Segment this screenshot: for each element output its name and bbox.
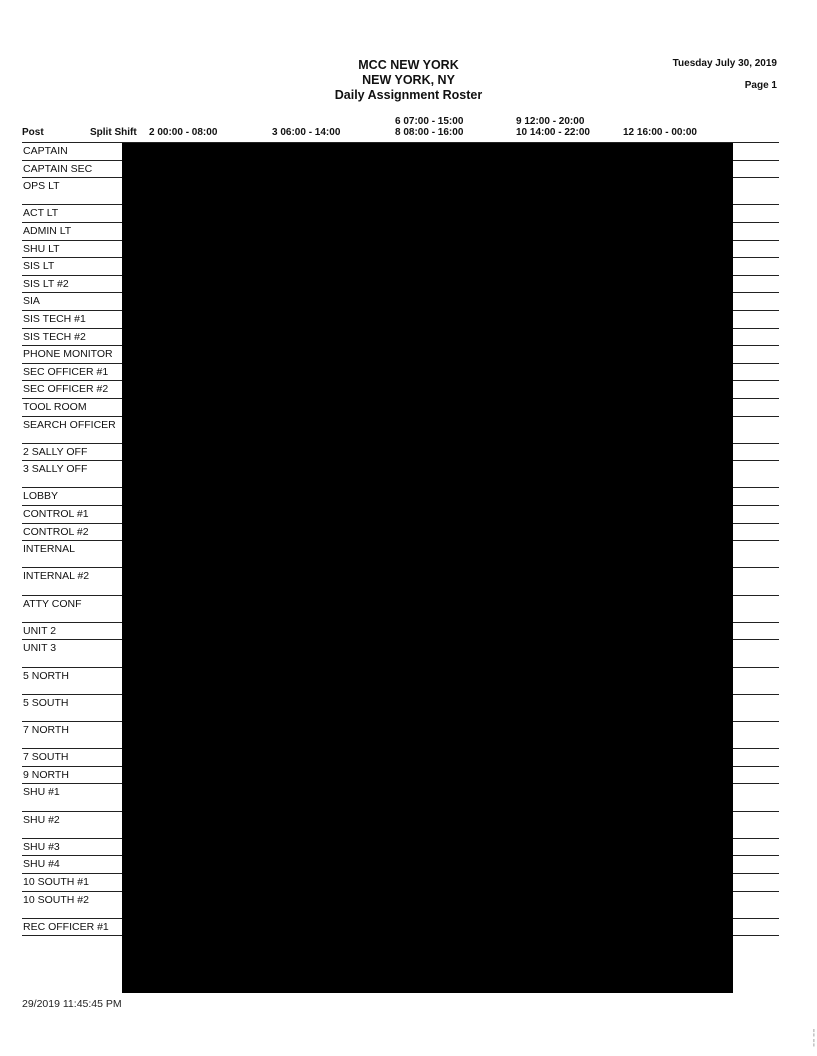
post-name: 7 NORTH: [23, 723, 69, 736]
column-header-shift-8: 8 08:00 - 16:00: [395, 127, 464, 138]
print-timestamp: 29/2019 11:45:45 PM: [22, 998, 122, 1010]
roster-date: Tuesday July 30, 2019: [672, 58, 777, 69]
post-name: INTERNAL: [23, 543, 75, 556]
post-name: LOBBY: [23, 490, 59, 503]
post-name: SHU LT: [23, 242, 60, 255]
redaction-block: [122, 143, 733, 993]
post-name: ACT LT: [23, 207, 59, 220]
post-name: SIS TECH #1: [23, 312, 86, 325]
facility-location: NEW YORK, NY: [362, 73, 455, 87]
column-header-shift-6-8: [395, 116, 463, 138]
post-name: SHU #3: [23, 840, 60, 853]
column-header-shift-9: 9 12:00 - 20:00: [516, 116, 585, 127]
post-name: ADMIN LT: [23, 224, 72, 237]
post-name: 3 SALLY OFF: [23, 463, 88, 476]
post-name: SHU #4: [23, 858, 60, 871]
scan-marks: ¦ ¦: [812, 1028, 815, 1047]
post-name: CONTROL #1: [23, 508, 89, 521]
post-name: SEC OFFICER #2: [23, 383, 109, 396]
post-name: PHONE MONITOR: [23, 348, 113, 361]
post-name: SIS LT #2: [23, 277, 69, 290]
post-name: INTERNAL #2: [23, 570, 90, 583]
post-name: CONTROL #2: [23, 525, 89, 538]
column-header-shift-3: 3 06:00 - 14:00: [272, 127, 341, 138]
post-name: CAPTAIN SEC: [23, 162, 93, 175]
post-name: SEC OFFICER #1: [23, 365, 109, 378]
post-name: SIS LT: [23, 260, 55, 273]
post-name: REC OFFICER #1: [23, 920, 109, 933]
post-name: 10 SOUTH #2: [23, 893, 89, 906]
column-header-split-shift: Split Shift: [90, 127, 137, 138]
post-name: SIS TECH #2: [23, 330, 86, 343]
page-number: Page 1: [744, 80, 777, 91]
post-name: ATTY CONF: [23, 597, 82, 610]
post-name: UNIT 3: [23, 642, 57, 655]
column-header-shift-6: 6 07:00 - 15:00: [395, 116, 464, 127]
post-name: 5 NORTH: [23, 669, 69, 682]
post-name: CAPTAIN: [23, 145, 68, 157]
post-name: 2 SALLY OFF: [23, 445, 88, 458]
post-name: SIA: [23, 295, 40, 308]
post-name: SHU #2: [23, 813, 60, 826]
column-header-shift-12: 12 16:00 - 00:00: [623, 127, 697, 138]
post-name: OPS LT: [23, 180, 60, 193]
column-header-shift-10: 10 14:00 - 22:00: [516, 127, 590, 138]
post-name: UNIT 2: [23, 624, 57, 637]
post-name: 5 SOUTH: [23, 696, 69, 709]
column-header-shift-2: 2 00:00 - 08:00: [149, 127, 218, 138]
post-name: 9 NORTH: [23, 768, 69, 781]
post-name: SEARCH OFFICER: [23, 418, 116, 431]
column-header-shift-9-10: [516, 116, 590, 138]
post-name: SHU #1: [23, 786, 60, 799]
facility-name: MCC NEW YORK: [358, 58, 459, 72]
document-title: Daily Assignment Roster: [334, 88, 483, 102]
post-name: 10 SOUTH #1: [23, 875, 89, 888]
post-name: TOOL ROOM: [23, 400, 87, 413]
post-name: 7 SOUTH: [23, 751, 69, 764]
column-header-post: Post: [22, 127, 44, 138]
